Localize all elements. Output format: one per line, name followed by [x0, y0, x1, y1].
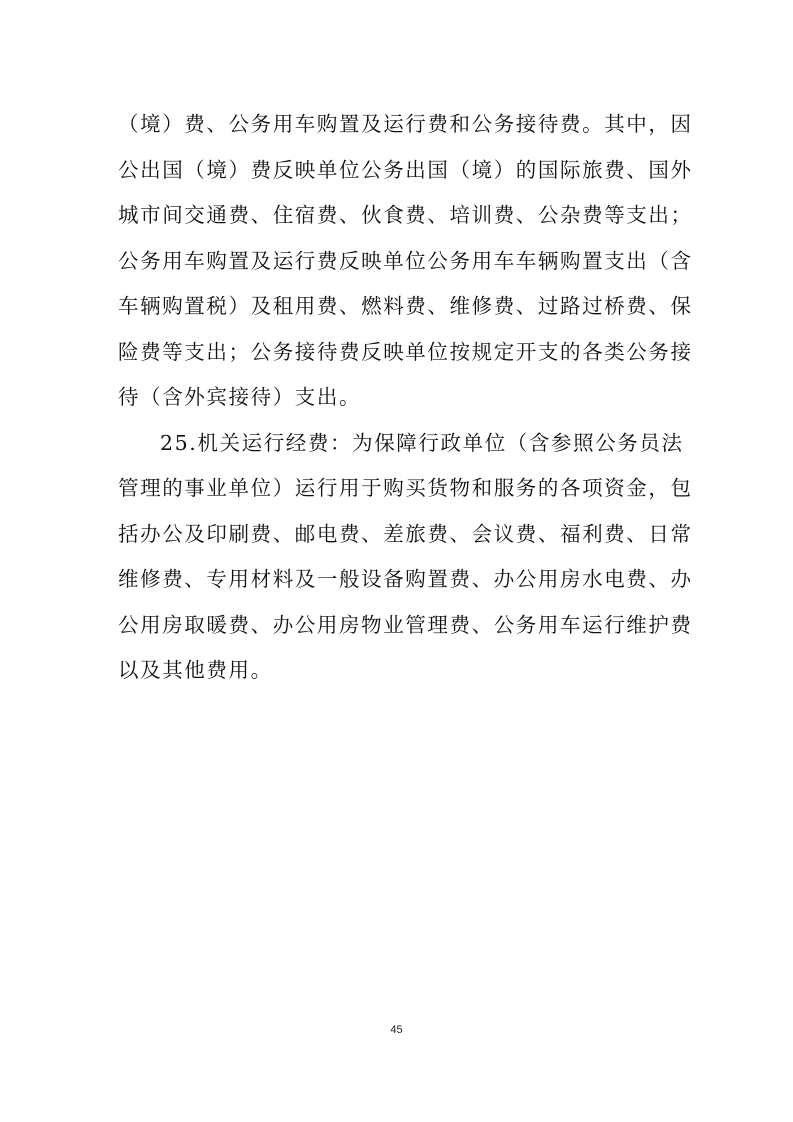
paragraph-public-expenses [118, 102, 693, 421]
text-line: 维修费、专用材料及一般设备购置费、办公用房水电费、办 [118, 567, 693, 591]
text-line: 待（含外宾接待）支出。 [118, 385, 362, 409]
text-line: 管理的事业单位）运行用于购买货物和服务的各项资金，包 [118, 476, 693, 500]
text-line: 括办公及印刷费、邮电费、差旅费、会议费、福利费、日常 [118, 521, 693, 546]
text-line: 以及其他费用。 [118, 658, 273, 682]
text-line: 城市间交通费、住宿费、伙食费、培训费、公杂费等支出； [118, 203, 693, 227]
text-line: 25.机关运行经费：为保障行政单位（含参照公务员法 [160, 430, 684, 455]
text-line: 公出国（境）费反映单位公务出国（境）的国际旅费、国外 [118, 157, 693, 182]
text-line: 公用房取暖费、办公用房物业管理费、公务用车运行维护费 [118, 612, 693, 637]
text-line: 险费等支出；公务接待费反映单位按规定开支的各类公务接 [118, 339, 693, 364]
paragraph-agency-operating-expenses [118, 421, 693, 694]
body-text [118, 102, 693, 694]
text-line: （境）费、公务用车购置及运行费和公务接待费。其中，因 [118, 112, 693, 136]
text-line: 公务用车购置及运行费反映单位公务用车车辆购置支出（含 [118, 248, 693, 273]
page-number: 45 [390, 1024, 403, 1036]
text-line: 车辆购置税）及租用费、燃料费、维修费、过路过桥费、保 [118, 294, 693, 318]
